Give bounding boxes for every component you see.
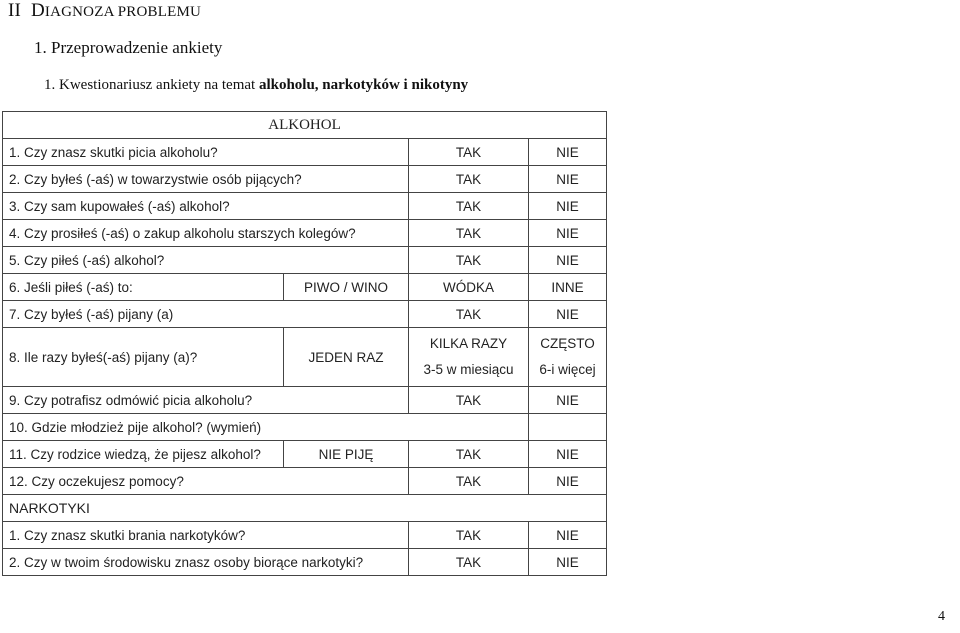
answer-jeden-raz: JEDEN RAZ [284, 328, 409, 387]
answer-tak: TAK [409, 387, 529, 414]
question-text: 12. Czy oczekujesz pomocy? [3, 468, 409, 495]
table-row [3, 193, 607, 220]
question-text: 1. Czy znasz skutki brania narkotyków? [3, 522, 409, 549]
table-row [3, 139, 607, 166]
table-row [3, 166, 607, 193]
page-number: 4 [938, 609, 945, 624]
answer-tak: TAK [409, 441, 529, 468]
section-label-alkohol: ALKOHOL [3, 112, 607, 139]
question-text: 6. Jeśli piłeś (-aś) to: [3, 274, 284, 301]
answer-inne: INNE [529, 274, 607, 301]
table-row [3, 247, 607, 274]
table-row [3, 301, 607, 328]
subsection-bold: alkoholu, narkotyków i nikotyny [258, 77, 469, 93]
answer-tak: TAK [409, 193, 529, 220]
question-text: 9. Czy potrafisz odmówić picia alkoholu? [3, 387, 409, 414]
table-row [3, 441, 607, 468]
question-text: 5. Czy piłeś (-aś) alkohol? [3, 247, 409, 274]
answer-piwo-wino: PIWO / WINO [284, 274, 409, 301]
answer-nie-pije: NIE PIJĘ [284, 441, 409, 468]
subsection-heading [44, 77, 468, 94]
answer-nie: NIE [529, 301, 607, 328]
table-row [3, 549, 607, 576]
answer-czesto [529, 328, 607, 387]
answer-tak: TAK [409, 468, 529, 495]
answer-nie: NIE [529, 522, 607, 549]
answer-kilka-razy [409, 328, 529, 387]
answer-nie: NIE [529, 139, 607, 166]
answer-tak: TAK [409, 522, 529, 549]
table-row [3, 468, 607, 495]
answer-tak: TAK [409, 301, 529, 328]
subsection-prefix: 1. Kwestionariusz ankiety na temat [44, 77, 259, 93]
table-row [3, 274, 607, 301]
answer-kilka-razy-label: KILKA RAZY [429, 336, 508, 351]
answer-tak: TAK [409, 166, 529, 193]
answer-tak: TAK [409, 247, 529, 274]
answer-tak: TAK [409, 549, 529, 576]
table-row [3, 328, 607, 387]
answer-nie: NIE [529, 549, 607, 576]
blank-cell [529, 414, 607, 441]
answer-nie: NIE [529, 441, 607, 468]
section-label-narkotyki: NARKOTYKI [3, 495, 607, 522]
question-text: 8. Ile razy byłeś(-aś) pijany (a)? [3, 328, 284, 387]
table-row [3, 414, 607, 441]
question-text: 10. Gdzie młodzież pije alkohol? (wymień) [3, 414, 529, 441]
table-row [3, 495, 607, 522]
question-text: 1. Czy znasz skutki picia alkoholu? [3, 139, 409, 166]
table-row [3, 387, 607, 414]
answer-nie: NIE [529, 468, 607, 495]
survey-table [2, 111, 607, 576]
answer-czesto-label: CZĘSTO [540, 336, 595, 351]
chapter-numeral: II [8, 0, 22, 21]
question-text: 2. Czy byłeś (-aś) w towarzystwie osób pijących? [3, 166, 409, 193]
answer-wodka: WÓDKA [409, 274, 529, 301]
answer-nie: NIE [529, 220, 607, 247]
answer-tak: TAK [409, 220, 529, 247]
answer-tak: TAK [409, 139, 529, 166]
question-text: 3. Czy sam kupowałeś (-aś) alkohol? [3, 193, 409, 220]
answer-nie: NIE [529, 166, 607, 193]
table-row [3, 220, 607, 247]
answer-nie: NIE [529, 247, 607, 274]
answer-nie: NIE [529, 387, 607, 414]
chapter-title-rest: IAGNOZA PROBLEMU [44, 4, 202, 20]
question-text: 2. Czy w twoim środowisku znasz osoby biorące narkotyki? [3, 549, 409, 576]
answer-kilka-razy-detail: 3-5 w miesiącu [423, 362, 514, 377]
chapter-first-letter: D [30, 0, 45, 21]
answer-nie: NIE [529, 193, 607, 220]
question-text: 4. Czy prosiłeś (-aś) o zakup alkoholu starszych kolegów? [3, 220, 409, 247]
table-row [3, 112, 607, 139]
chapter-heading [8, 0, 201, 22]
question-text: 11. Czy rodzice wiedzą, że pijesz alkohol? [3, 441, 284, 468]
section-heading: 1. Przeprowadzenie ankiety [34, 38, 223, 57]
question-text: 7. Czy byłeś (-aś) pijany (a) [3, 301, 409, 328]
answer-czesto-detail: 6-i więcej [539, 362, 596, 377]
table-row [3, 522, 607, 549]
